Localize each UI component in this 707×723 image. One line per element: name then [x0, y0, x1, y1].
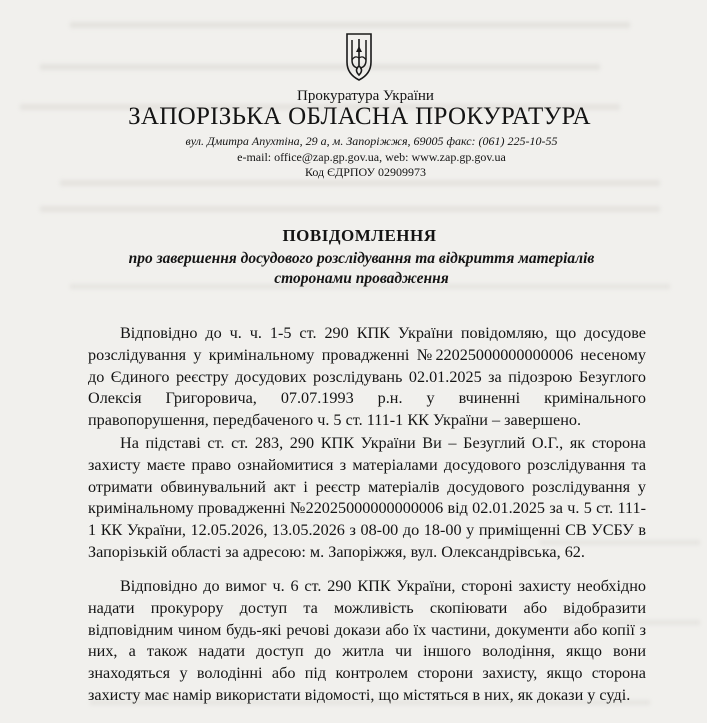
- office-name: ЗАПОРІЗЬКА ОБЛАСНА ПРОКУРАТУРА: [128, 103, 591, 130]
- body-paragraph-1: Відповідно до ч. ч. 1-5 ст. 290 КПК України повідомляю, що досудове розслідування у кримінальному провадженні №22025000000000006 несеному до Єдиного реєстру досудових розслідувань 02.01.2025 за підозрою Безуглого Олексія Григоровича, 07.07.1993 р.н. у вчиненні кримінального правопорушення, передбаченого ч. 5 ст. 111-1 КК України – завершено.: [88, 324, 646, 430]
- notice-title: ПОВІДОМЛЕННЯ: [282, 226, 437, 245]
- notice-subtitle-line2: сторонами провадження: [274, 270, 449, 287]
- email-line: e-mail: office@zap.gp.gov.ua, web: www.zap.gp.gov.ua: [237, 150, 506, 164]
- notice-subtitle: [8, 249, 707, 289]
- edrpou-code: Код ЄДРПОУ 02909973: [304, 165, 427, 179]
- office-line: Прокуратура України: [297, 88, 434, 104]
- address-line: вул. Дмитра Апухтіна, 29 а, м. Запоріжжя, 69005 факс: (061) 225-10-55: [185, 134, 558, 148]
- trident-emblem-icon: [344, 30, 374, 82]
- notice-subtitle-line1: про завершення досудового розслідування та відкриття матеріалів: [128, 250, 595, 267]
- body-paragraph-2: На підставі ст. ст. 283, 290 КПК України Ви – Безуглий О.Г., як сторона захисту маєте право ознайомитися з матеріалами досудового розслідування та отримати обвинувальний акт і реєстр матеріалів досудового розслідування у кримінальному провадженні №22025000000000006 від 02.01.2025 за ч. 5 ст. 111-1 КК України, 12.05.2026, 13.05.2026 з 08-00 до 18-00 у приміщенні СВ УСБУ в Запорізькій області за адресою: м. Запоріжжя, вул. Олександрівська, 62.: [88, 434, 646, 561]
- body-paragraph-3: Відповідно до вимог ч. 6 ст. 290 КПК України, стороні захисту необхідно надати прокурору доступ та можливість скопіювати або відобразити відповідним чином будь-які речові докази або їх частини, документи або копії з них, а також надати доступ до житла чи іншого володіння, якщо вони знаходяться у володінні або під контролем сторони захисту, якщо сторона захисту має намір використати відомості, що містяться в них, як докази у суді.: [88, 577, 646, 704]
